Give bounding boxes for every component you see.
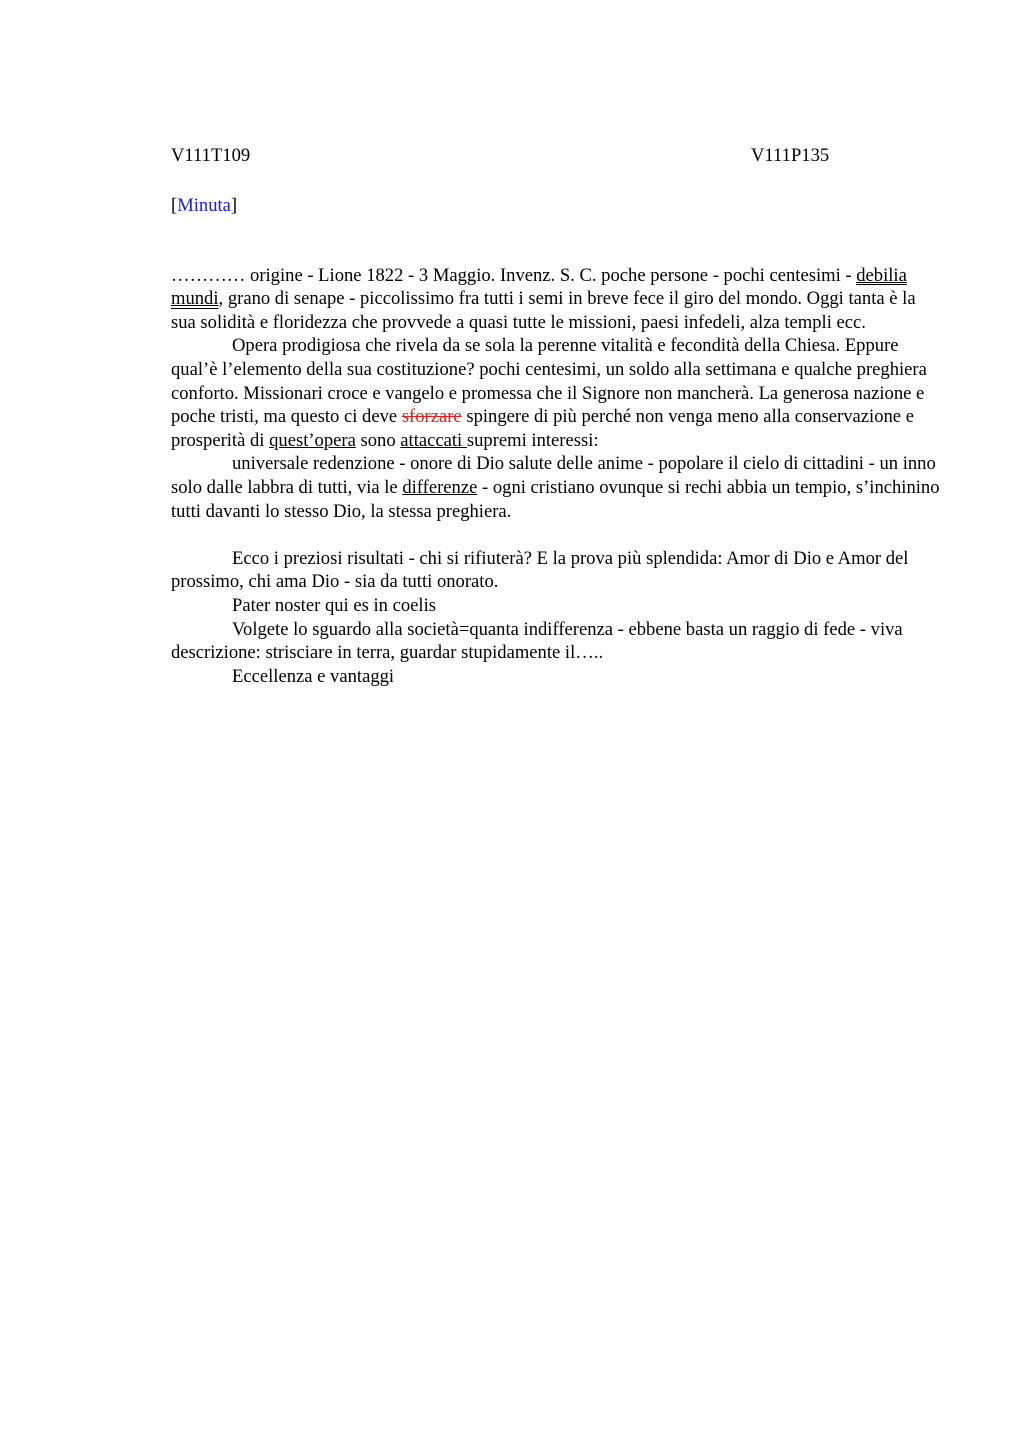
label-close-bracket: ] — [230, 195, 238, 216]
paragraph-origin — [171, 264, 941, 335]
paragraph-opera-text-1: Opera prodigiosa che rivela da se sola la perenne vitalità e fecondità della Chiesa. Eppure qual’è l’elemento della sua costituzione? pochi centesimi, un soldo alla settimana e qualche preghiera conforto. Missionari croce e vangelo e promessa che il Signore non mancherà. La generosa nazione e poche tristi, ma questo ci deve — [171, 335, 927, 428]
document-page — [171, 144, 941, 688]
paragraph-opera-text-4: supremi interessi: — [466, 429, 599, 451]
paragraph-risultati: Ecco i preziosi risultati - chi si rifiuterà? E la prova più splendida: Amor di Dio e Amor del prossimo, chi ama Dio - sia da tutti onorato. — [171, 547, 909, 593]
document-code-left: V111T109 — [171, 145, 251, 166]
document-header — [171, 144, 941, 170]
underlined-attaccati: attaccati — [400, 429, 467, 451]
paragraph-redenzione-text-2: - ogni cristiano ovunque si rechi abbia un tempio, s’inchinino tutti davanti lo stesso Dio, la stessa preghiera. — [171, 476, 940, 522]
label-open-bracket: [ — [171, 195, 178, 216]
document-code-right: V111P135 — [751, 145, 830, 166]
label-minuta-link[interactable]: Minuta — [177, 195, 231, 216]
paragraph-eccellenza: Eccellenza e vantaggi — [232, 665, 395, 687]
blank-line — [171, 523, 941, 547]
underlined-debilia-mundi: debilia mundi — [171, 264, 907, 310]
underlined-quest-opera: quest’opera — [269, 429, 356, 451]
paragraph-redenzione-text-1: universale redenzione - onore di Dio salute delle anime - popolare il cielo di cittadini - un inno solo dalle labbra di tutti, via le — [171, 453, 936, 498]
paragraph-pater-noster: Pater noster qui es in coelis — [232, 594, 436, 616]
paragraph-origin-text-1: ………… origine - Lione 1822 - 3 Maggio. Invenz. S. C. poche persone - pochi centesimi - — [171, 264, 857, 286]
underlined-differenze: differenze — [402, 476, 478, 498]
paragraph-origin-text-2: , grano di senape - piccolissimo fra tutti i semi in breve fece il giro del mondo. Oggi tanta è la sua solidità e floridezza che provvede a quasi tutte le missioni, paesi infedeli, alza templi ecc. — [171, 288, 916, 333]
struck-word-sforzare: sforzare — [401, 406, 462, 428]
paragraph-redenzione — [171, 452, 941, 523]
paragraph-opera-text-2: spingere di più perché non venga meno alla conservazione e prosperità di — [171, 406, 914, 451]
document-type-label — [171, 194, 941, 218]
paragraph-societa: Volgete lo sguardo alla società=quanta indifferenza - ebbene basta un raggio di fede - viva descrizione: strisciare in terra, guardar stupidamente il….. — [171, 618, 903, 664]
paragraph-opera-text-3: sono — [355, 429, 401, 451]
paragraph-opera — [171, 334, 941, 452]
document-body — [171, 264, 941, 689]
